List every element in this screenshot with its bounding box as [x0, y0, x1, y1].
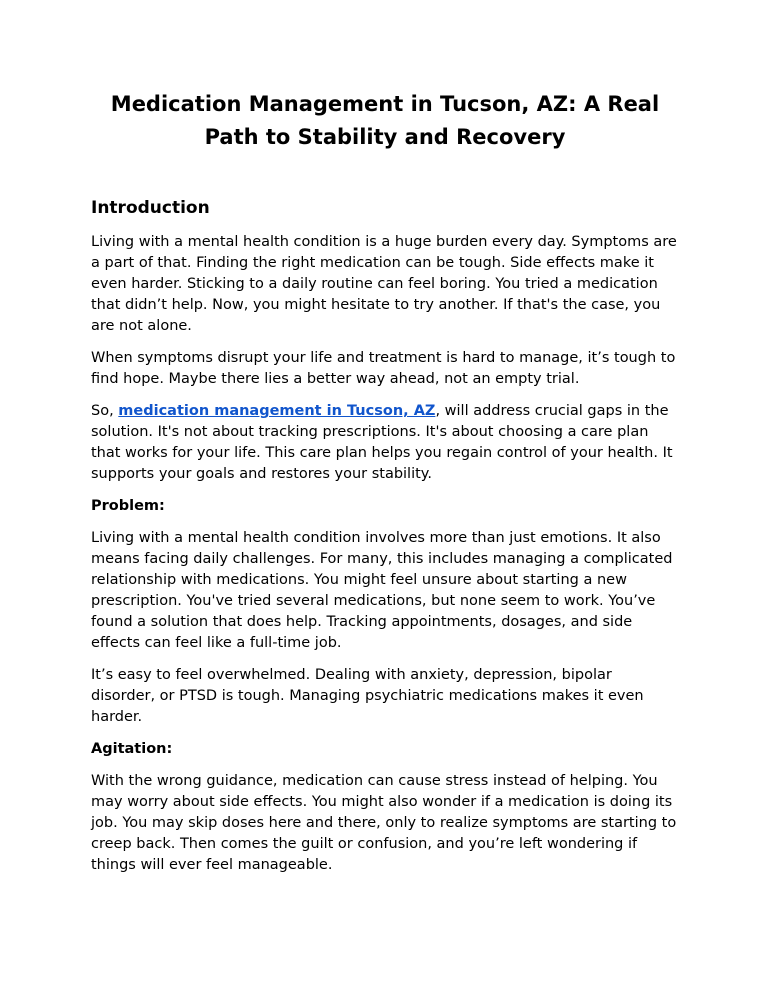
paragraph-text-prefix: So,	[91, 403, 119, 419]
section-heading-agitation: Agitation:	[91, 741, 173, 757]
agitation-paragraph-1: With the wrong guidance, medication can cause stress instead of helping. You may worry about side effects. You might also wonder if a medication is doing its job. You may skip doses here and there, only to realize symptoms are starting to creep back. Then comes the guilt or confusion, and you’re left wondering if things will ever feel manageable.	[91, 773, 677, 873]
section-heading-introduction: Introduction	[91, 198, 210, 218]
document-title: Medication Management in Tucson, AZ: A Real Path to Stability and Recovery	[110, 92, 660, 149]
paragraph-text-suffix: , will address crucial gaps in the solution. It's not about tracking prescriptions. It's about choosing a care plan that works for your life. This care plan helps you regain control of your health. It supports your goals and restores your stability.	[91, 403, 673, 482]
medication-management-link[interactable]: medication management in Tucson, AZ	[118, 403, 436, 419]
problem-paragraph-2: It’s easy to feel overwhelmed. Dealing with anxiety, depression, bipolar disorder, or PTSD is tough. Managing psychiatric medications makes it even harder.	[91, 667, 644, 725]
intro-paragraph-2: When symptoms disrupt your life and treatment is hard to manage, it’s tough to find hope. Maybe there lies a better way ahead, not an empty trial.	[91, 350, 676, 387]
intro-paragraph-1: Living with a mental health condition is a huge burden every day. Symptoms are a part of that. Finding the right medication can be tough. Side effects make it even harder. Sticking to a daily routine can feel boring. You tried a medication that didn’t help. Now, you might hesitate to try another. If that's the case, you are not alone.	[91, 234, 677, 334]
problem-paragraph-1: Living with a mental health condition involves more than just emotions. It also means facing daily challenges. For many, this includes managing a complicated relationship with medications. You might feel unsure about starting a new prescription. You've tried several medications, but none seem to work. You’ve found a solution that does help. Tracking appointments, dosages, and side effects can feel like a full-time job.	[91, 530, 673, 651]
section-heading-problem: Problem:	[91, 498, 165, 514]
intro-paragraph-3	[91, 401, 679, 485]
